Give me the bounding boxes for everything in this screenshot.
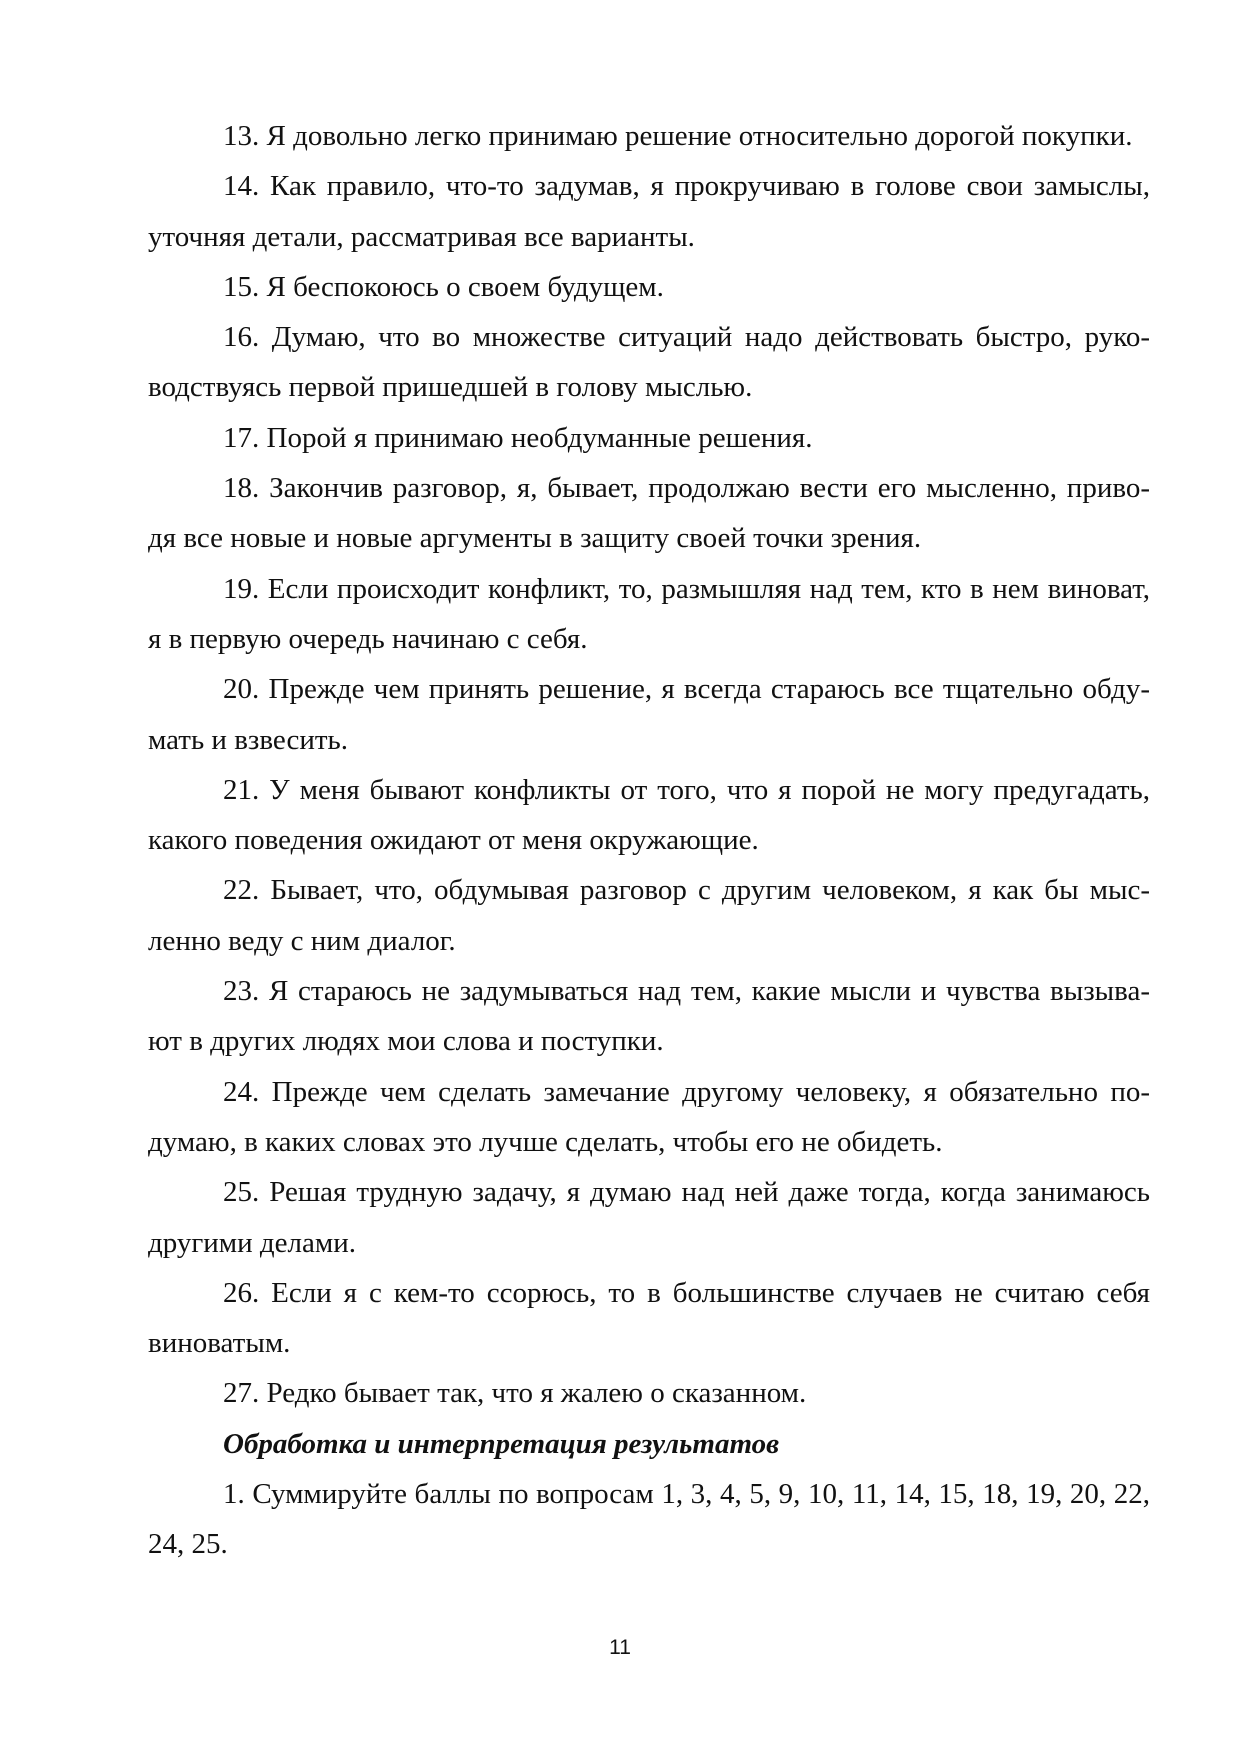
text-line: другими делами.	[148, 1226, 356, 1259]
page-number: 11	[609, 1636, 631, 1659]
instruction-item	[148, 1469, 1150, 1570]
questionnaire-item	[148, 1167, 1150, 1268]
text-line: ленно веду с ним диалог.	[148, 924, 456, 957]
text-line: 21. У меня бывают конфликты от того, что я порой не могу предугадать,	[223, 773, 1150, 806]
questionnaire-item	[148, 161, 1150, 262]
questionnaire-item	[148, 1067, 1150, 1168]
text-line: 27. Редко бывает так, что я жалею о сказанном.	[223, 1377, 807, 1410]
text-line: 23. Я стараюсь не задумываться над тем, какие мысли и чувства вызыва-	[223, 975, 1150, 1008]
questionnaire-item	[148, 111, 1150, 161]
text-line: думаю, в каких словах это лучше сделать, чтобы его не обидеть.	[148, 1125, 943, 1158]
text-line: дя все новые и новые аргументы в защиту своей точки зрения.	[148, 522, 922, 555]
text-line: 19. Если происходит конфликт, то, размышляя над тем, кто в нем виноват,	[223, 572, 1150, 605]
questionnaire-item	[148, 765, 1150, 866]
text-line: мать и взвесить.	[148, 723, 348, 756]
questionnaire-items	[148, 111, 1150, 1419]
text-line: 17. Порой я принимаю необдуманные решения.	[223, 421, 813, 454]
instructions-list	[148, 1469, 1150, 1570]
section-heading: Обработка и интерпретация результатов	[223, 1427, 780, 1460]
document-page	[148, 111, 1150, 1570]
text-line: 14. Как правило, что-то задумав, я прокручиваю в голове свои замыслы,	[223, 170, 1150, 203]
questionnaire-item	[148, 664, 1150, 765]
questionnaire-item	[148, 463, 1150, 564]
questionnaire-item	[148, 312, 1150, 413]
questionnaire-item	[148, 1268, 1150, 1369]
questionnaire-item	[148, 966, 1150, 1067]
text-line: виноватым.	[148, 1327, 291, 1360]
text-line: водствуясь первой пришедшей в голову мыслью.	[148, 371, 753, 404]
text-line: 24, 25.	[148, 1528, 228, 1561]
questionnaire-item	[148, 1368, 1150, 1418]
text-line: 25. Решая трудную задачу, я думаю над ней даже тогда, когда занимаюсь	[223, 1176, 1150, 1209]
text-line: 16. Думаю, что во множестве ситуаций надо действовать быстро, руко-	[223, 321, 1150, 354]
text-line: 18. Закончив разговор, я, бывает, продолжаю вести его мысленно, приво-	[223, 472, 1150, 505]
text-line: 22. Бывает, что, обдумывая разговор с другим человеком, я как бы мыс-	[223, 874, 1150, 907]
text-line: 26. Если я с кем-то ссорюсь, то в большинстве случаев не считаю себя	[223, 1276, 1150, 1309]
text-line: я в первую очередь начинаю с себя.	[148, 622, 588, 655]
questionnaire-item	[148, 564, 1150, 665]
questionnaire-item	[148, 413, 1150, 463]
questionnaire-item	[148, 262, 1150, 312]
text-line: ют в других людях мои слова и поступки.	[148, 1025, 664, 1058]
text-line: 24. Прежде чем сделать замечание другому человеку, я обязательно по-	[223, 1075, 1150, 1108]
text-line: 1. Суммируйте баллы по вопросам 1, 3, 4, 5, 9, 10, 11, 14, 15, 18, 19, 20, 22,	[223, 1478, 1150, 1511]
text-line: 13. Я довольно легко принимаю решение относительно дорогой покупки.	[223, 120, 1133, 152]
text-line: 20. Прежде чем принять решение, я всегда стараюсь все тщательно обду-	[223, 673, 1150, 706]
text-line: 15. Я беспокоюсь о своем будущем.	[223, 270, 664, 303]
text-line: уточняя детали, рассматривая все варианты.	[148, 220, 695, 253]
questionnaire-item	[148, 865, 1150, 966]
text-line: какого поведения ожидают от меня окружающие.	[148, 824, 759, 857]
